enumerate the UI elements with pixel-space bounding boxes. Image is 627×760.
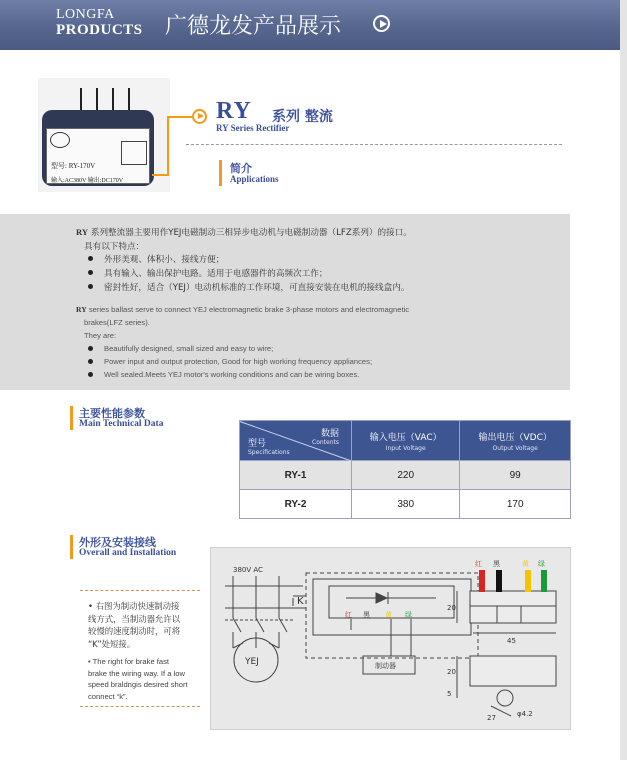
- description-cn-bullet: 密封性好，适合（YEJ）电动机标准的工作环境，可直接安装在电机的接线盒内。: [104, 283, 410, 293]
- divider: [80, 706, 200, 707]
- description-en-bullet: Well sealed.Meets YEJ motor's working conditions and can be wiring boxes.: [104, 370, 360, 379]
- lead-label-red: 红: [475, 560, 482, 568]
- description-cn-bullet: 外形美观、体积小、接线方便；: [104, 255, 225, 265]
- corner-bottom-en: Specifications: [248, 449, 290, 456]
- lead-label-yellow: 黄: [522, 560, 529, 568]
- arrow-right-icon: [192, 109, 207, 124]
- dim-hole-label: φ4.2: [517, 710, 533, 718]
- connector-line: [152, 174, 168, 176]
- description-cn-bullet: 具有输入、输出保护电路。适用于电感器件的高频次工作；: [104, 269, 328, 279]
- corner-bottom-cn: 型号: [248, 439, 267, 449]
- divider: [186, 144, 562, 145]
- table-cell-output: 170: [460, 490, 571, 519]
- table-cell-input: 380: [352, 490, 460, 519]
- tech-title-en: Main Technical Data: [79, 419, 164, 429]
- wiring-diagram-panel: [210, 547, 571, 730]
- black-wire-lead: [496, 570, 502, 592]
- wire-label-red: 红: [345, 611, 352, 619]
- wire-leads: [479, 570, 547, 592]
- circuit-box-icon: [121, 141, 147, 165]
- bullet-icon: [88, 284, 93, 289]
- description-en-intro: RY series ballast serve to connect YEJ electromagnetic brake 3-phase motors and electromagnetic: [76, 305, 410, 314]
- red-wire-lead: [479, 570, 485, 592]
- corner-top-en: Contents: [312, 439, 339, 446]
- dim-width-label: 45: [507, 637, 516, 645]
- table-corner-cell: [240, 421, 352, 461]
- dim-small-label: 5: [447, 690, 452, 698]
- connector-line: [167, 116, 193, 118]
- tech-title-cn: 主要性能参数: [79, 407, 145, 420]
- brand-name: LONGFA: [56, 7, 115, 22]
- series-title-cn: 系列 整流: [272, 109, 333, 125]
- brand-subtitle: PRODUCTS: [56, 22, 143, 38]
- connector-line: [167, 116, 169, 176]
- brake-label: 制动器: [375, 662, 396, 670]
- page-title: 广德龙发产品展示: [165, 14, 342, 39]
- wire-label-green: 绿: [405, 611, 412, 619]
- page-edge: [620, 0, 627, 760]
- play-arrow-icon: [373, 15, 390, 32]
- description-en-features-title: They are:: [84, 331, 117, 340]
- description-en-bullet: Beautifully designed, small sized and easy to wire;: [104, 344, 274, 353]
- description-en-bullet: Power input and output protection, Good for high working frequency appliances;: [104, 357, 373, 366]
- section-marker: [70, 406, 73, 430]
- dim-height-label: 20: [447, 604, 456, 612]
- install-note-en: • The right for brake fast brake the wiring way. If a low speed braldngis desired short connect “k”.: [88, 657, 188, 701]
- yellow-wire-lead: [525, 570, 531, 592]
- wire-label-yellow: 黄: [385, 611, 392, 619]
- bullet-icon: [88, 372, 93, 377]
- wire-label-black: 黑: [363, 611, 370, 619]
- page-header: [0, 0, 627, 50]
- install-title-en: Overall and Installation: [79, 548, 177, 558]
- table-cell-output: 99: [460, 461, 571, 490]
- wiring-diagram: [211, 548, 572, 731]
- description-en-intro-cont: brakes(LFZ series).: [84, 318, 150, 327]
- table-row: [240, 490, 571, 519]
- description-cn-intro: RY 系列整流器主要用作YEJ电磁制动三相异步电动机与电磁制动器（LFZ系列）的接口。: [76, 227, 412, 238]
- green-wire-lead: [541, 570, 547, 592]
- bullet-icon: [88, 346, 93, 351]
- table-cell-model: RY-2: [240, 490, 352, 519]
- table-cell-model: RY-1: [240, 461, 352, 490]
- product-nameplate: [46, 128, 150, 184]
- series-title-en: RY Series Rectifier: [216, 123, 290, 133]
- switch-label: K: [297, 596, 304, 607]
- table-header-input: 输入电压（VAC） Input Voltage: [352, 421, 460, 461]
- company-seal-icon: [50, 132, 70, 148]
- corner-top-cn: 数据: [320, 429, 339, 439]
- table-cell-input: 220: [352, 461, 460, 490]
- nameplate-model: 型号: RY-170V: [51, 162, 96, 170]
- lead-label-black: 黑: [493, 560, 500, 568]
- table-header-output: 输出电压（VDC） Output Voltage: [460, 421, 571, 461]
- motor-label: YEJ: [245, 657, 259, 667]
- table-header-row: [240, 421, 571, 461]
- nameplate-spec: 输入:AC380V 输出:DC170V: [51, 178, 124, 184]
- bullet-icon: [88, 359, 93, 364]
- section-marker: [70, 535, 73, 559]
- install-title-cn: 外形及安装接线: [79, 536, 156, 549]
- divider: [80, 590, 200, 591]
- series-code: RY: [216, 98, 252, 124]
- table-row: [240, 461, 571, 490]
- bullet-icon: [88, 256, 93, 261]
- intro-title-en: Applications: [230, 174, 279, 184]
- lead-label-green: 绿: [538, 560, 545, 568]
- description-cn-features-title: 具有以下特点：: [84, 242, 145, 252]
- section-marker: [219, 160, 222, 186]
- dim-base-label: 20: [447, 668, 456, 676]
- supply-label: 380V AC: [233, 566, 263, 574]
- bullet-icon: [88, 270, 93, 275]
- intro-title-cn: 简介: [230, 162, 252, 175]
- install-note-cn: • 右图为制动快速制动接 线方式，当制动器允许以 较慢的速度制动时，可将 “K”处短接。: [88, 601, 181, 649]
- dim-offset-label: 27: [487, 714, 496, 722]
- spec-table: [239, 420, 571, 519]
